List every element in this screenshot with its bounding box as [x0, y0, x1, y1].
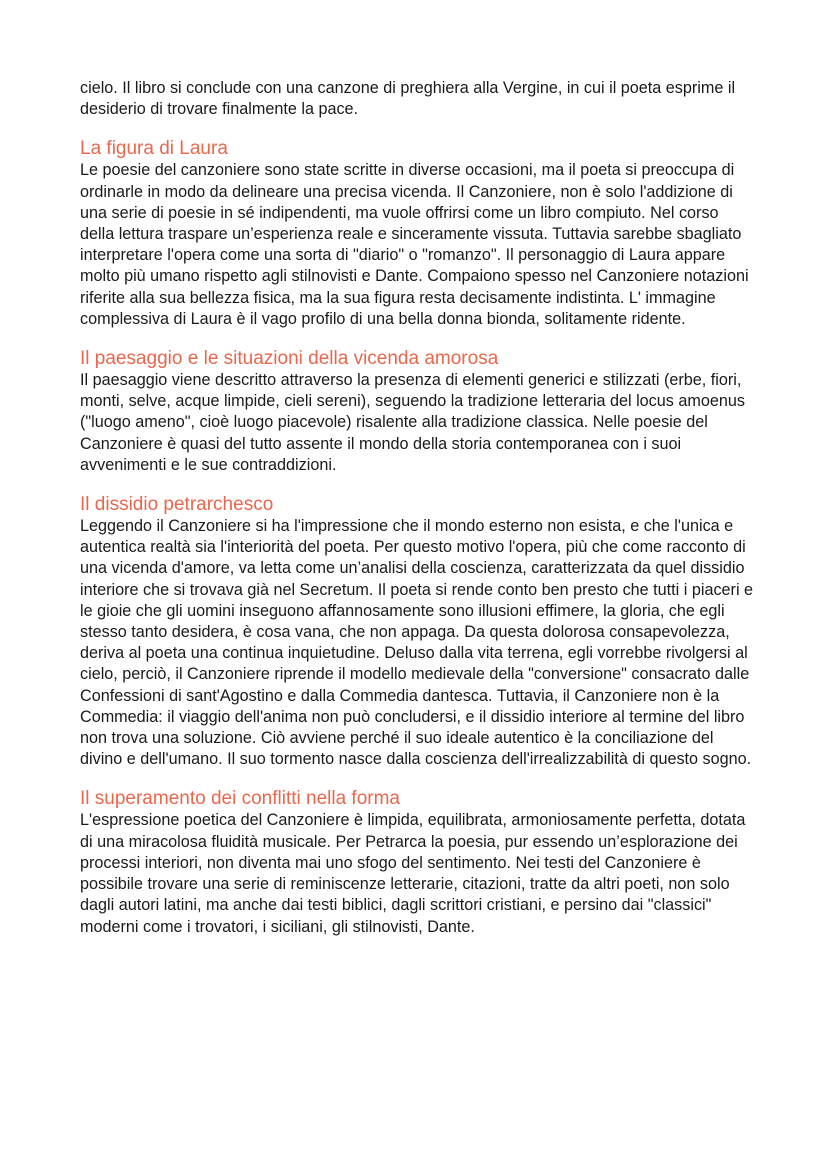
section-laura [80, 137, 756, 330]
section-paesaggio [80, 347, 756, 476]
intro-paragraph: cielo. Il libro si conclude con una canzone di preghiera alla Vergine, in cui il poeta esprime il desiderio di trovare finalmente la pace. [80, 79, 736, 119]
section-forma [80, 787, 756, 937]
document-page [80, 78, 756, 938]
section-body-dissidio: Leggendo il Canzoniere si ha l'impressione che il mondo esterno non esista, e che l'unica e autentica realtà sia l'interiorità del poeta. Per questo motivo l'opera, più che come racconto di una vicenda d'amore, va letta come un’analisi della coscienza, caratterizzata da quel dissidio interiore che si trovava già nel Secretum. Il poeta si rende conto ben presto che tutti i piaceri e le gioie che gli uomini inseguono affannosamente sono illusioni effimere, la gloria, che egli stesso tanto desidera, è cosa vana, che non appaga. Da questa dolorosa consapevolezza, deriva al poeta una continua inquietudine. Deluso dalla vita terrena, egli vorrebbe rivolgersi al cielo, perciò, il Canzoniere riprende il modello medievale della "conversione" consacrato dalle Confessioni di sant'Agostino e dalla Commedia dantesca. Tuttavia, il Canzoniere non è la Commedia: il viaggio dell'anima non può concludersi, e il dissidio interiore al termine del libro non trova una soluzione. Ciò avviene perché il suo ideale autentico è la conciliazione del divino e dell'umano. Il suo tormento nasce dalla coscienza dell'irrealizzabilità di questo sogno. [80, 517, 754, 769]
section-body-paesaggio: Il paesaggio viene descritto attraverso la presenza di elementi generici e stilizzati (erbe, fiori, monti, selve, acque limpide, cieli sereni), seguendo la tradizione letteraria del locus amoenus ("luogo ameno", cioè luogo piacevole) risalente alla tradizione classica. Nelle poesie del Canzoniere è quasi del tutto assente il mondo della storia contemporanea con i suoi avvenimenti e le sue contraddizioni. [80, 371, 745, 474]
section-body-laura: Le poesie del canzoniere sono state scritte in diverse occasioni, ma il poeta si preoccupa di ordinarle in modo da delineare una precisa vicenda. Il Canzoniere, non è solo l'addizione di una serie di poesie in sé indipendenti, ma vuole offrirsi come un libro compiuto. Nel corso della lettura traspare un’esperienza reale e sinceramente vissuta. Tuttavia sarebbe sbagliato interpretare l'opera come una sorta di "diario" o "romanzo". Il personaggio di Laura appare molto più umano rispetto agli stilnovisti e Dante. Compaiono spesso nel Canzoniere notazioni riferite alla sua bellezza fisica, ma la sua figura resta decisamente indistinta. L' immagine complessiva di Laura è il vago profilo di una bella donna bionda, solitamente ridente. [80, 161, 749, 328]
section-body-forma: L'espressione poetica del Canzoniere è limpida, equilibrata, armoniosamente perfetta, dotata di una miracolosa fluidità musicale. Per Petrarca la poesia, pur essendo un’esplorazione dei processi interiori, non diventa mai uno sfogo del sentimento. Nei testi del Canzoniere è possibile trovare una serie di reminiscenze letterarie, citazioni, tratte da altri poeti, non solo dagli autori latini, ma anche dai testi biblici, dagli scrittori cristiani, e persino dai "classici" moderni come i trovatori, i siciliani, gli stilnovisti, Dante. [80, 811, 746, 936]
section-heading-forma: Il superamento dei conflitti nella forma [80, 788, 400, 810]
section-heading-laura: La figura di Laura [80, 138, 228, 160]
section-dissidio [80, 493, 756, 770]
section-heading-dissidio: Il dissidio petrarchesco [80, 494, 274, 516]
section-heading-paesaggio: Il paesaggio e le situazioni della vicenda amorosa [80, 348, 499, 370]
